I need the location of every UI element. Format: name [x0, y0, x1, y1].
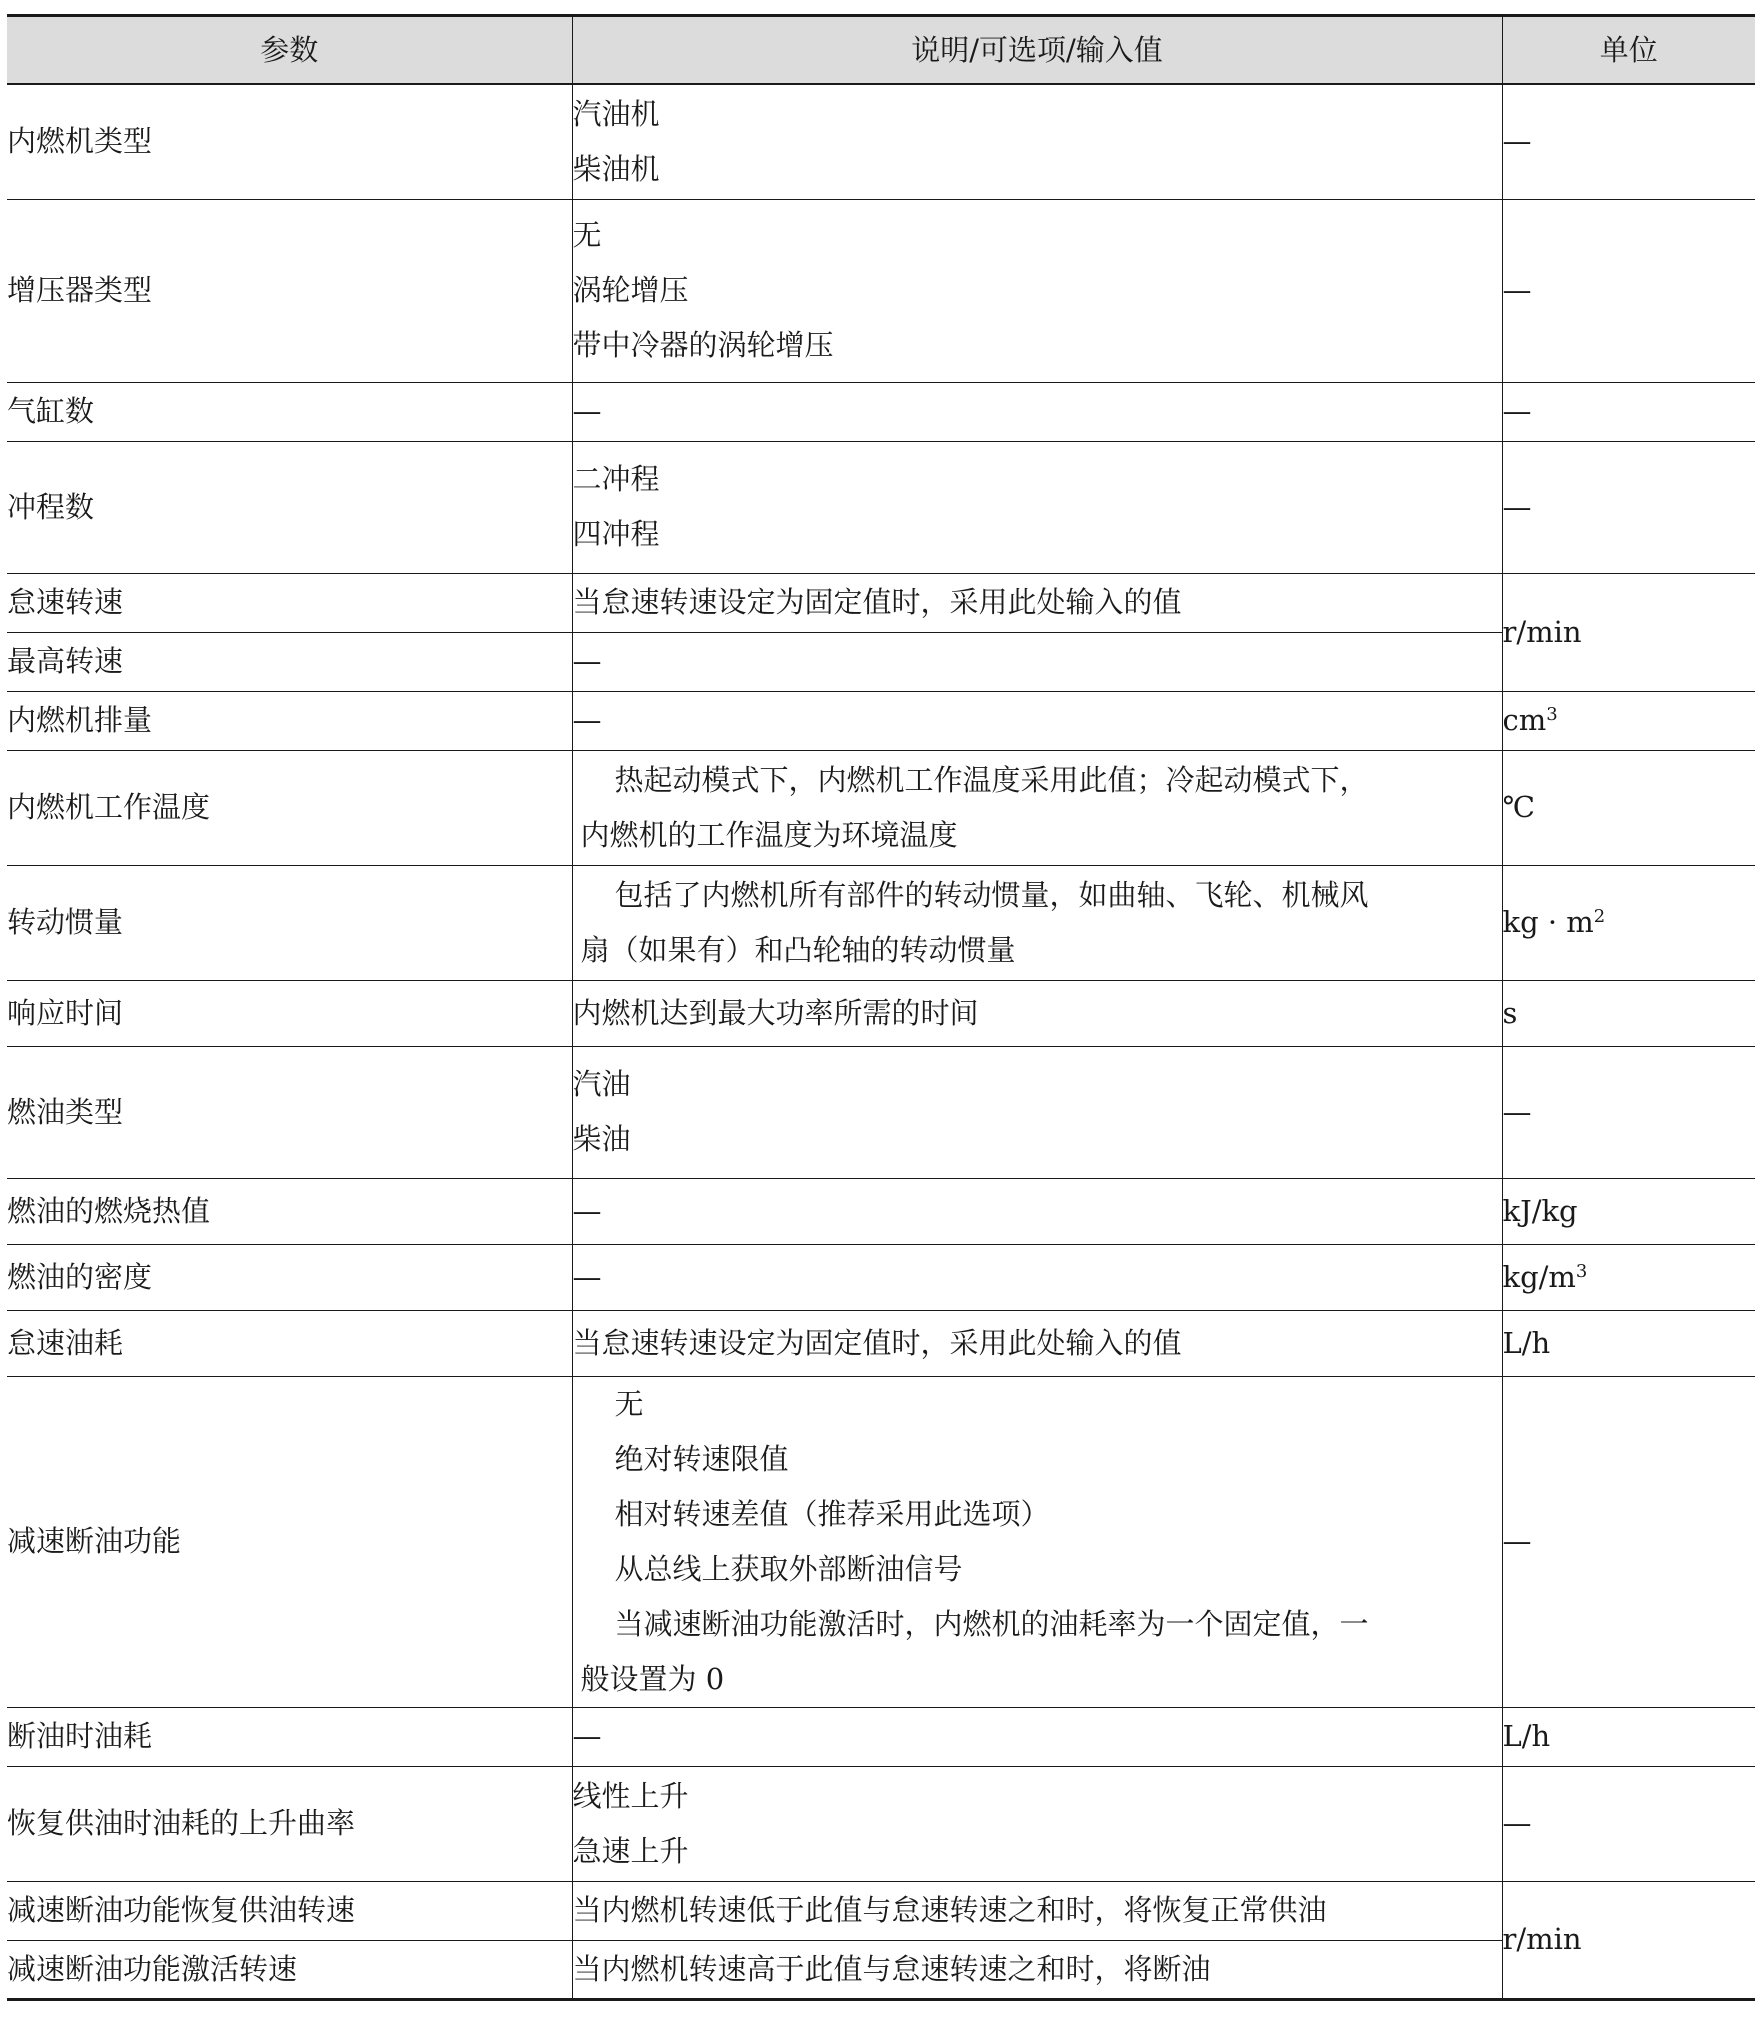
param-options [572, 1766, 1502, 1881]
option-item: 汽油机 [572, 96, 660, 131]
param-unit: r/min [1502, 573, 1755, 691]
param-unit: — [1502, 1766, 1755, 1881]
param-name: 燃油类型 [7, 1046, 572, 1178]
param-desc: 当怠速转速设定为固定值时，采用此处输入的值 [572, 1310, 1502, 1376]
table-row [7, 573, 1755, 632]
param-unit: L/h [1502, 1310, 1755, 1376]
param-name: 恢复供油时油耗的上升曲率 [7, 1766, 572, 1881]
option-item: 柴油 [572, 1122, 631, 1156]
param-unit: — [1502, 1376, 1755, 1707]
param-desc: — [572, 691, 1502, 750]
param-name: 减速断油功能激活转速 [7, 1940, 572, 1999]
table-row [7, 750, 1755, 865]
param-desc: 内燃机达到最大功率所需的时间 [572, 980, 1502, 1046]
param-unit [1502, 691, 1755, 750]
param-name: 转动惯量 [7, 865, 572, 980]
table-row [7, 1310, 1755, 1376]
param-unit: kJ/kg [1502, 1178, 1755, 1244]
table-row [7, 1046, 1755, 1178]
table-row [7, 199, 1755, 382]
desc-line: 当减速断油功能激活时，内燃机的油耗率为一个固定值，一 [614, 1606, 1369, 1641]
table-row [7, 382, 1755, 441]
unit-base: kg/m [1502, 1259, 1576, 1294]
header-unit: 单位 [1502, 16, 1755, 85]
table-row [7, 1766, 1755, 1881]
table-header-row [7, 16, 1755, 85]
param-name: 怠速油耗 [7, 1310, 572, 1376]
param-unit: — [1502, 84, 1755, 199]
param-name: 气缸数 [7, 382, 572, 441]
table-row [7, 980, 1755, 1046]
param-options [572, 1046, 1502, 1178]
table-row [7, 691, 1755, 750]
param-name: 燃油的燃烧热值 [7, 1178, 572, 1244]
param-name: 内燃机工作温度 [7, 750, 572, 865]
unit-superscript: 3 [1546, 704, 1558, 725]
option-item: 线性上升 [572, 1778, 689, 1813]
desc-line: 包括了内燃机所有部件的转动惯量，如曲轴、飞轮、机械风 [614, 877, 1369, 912]
header-desc: 说明/可选项/输入值 [572, 16, 1502, 85]
param-options [572, 84, 1502, 199]
option-item: 无 [572, 218, 602, 252]
unit-superscript: 3 [1575, 1260, 1588, 1282]
param-options [572, 199, 1502, 382]
option-item: 带中冷器的涡轮增压 [572, 328, 834, 362]
table-row [7, 865, 1755, 980]
desc-line: 般设置为 0 [580, 1661, 725, 1696]
table-row [7, 1178, 1755, 1244]
option-item: 急速上升 [572, 1833, 689, 1868]
param-desc: 当怠速转速设定为固定值时，采用此处输入的值 [572, 573, 1502, 632]
param-unit: ℃ [1502, 750, 1755, 865]
table-row [7, 1244, 1755, 1310]
option-item: 二冲程 [572, 462, 660, 496]
table-row [7, 441, 1755, 573]
param-desc: 当内燃机转速高于此值与怠速转速之和时，将断油 [572, 1940, 1502, 1999]
param-name: 内燃机类型 [7, 84, 572, 199]
param-unit: — [1502, 441, 1755, 573]
table-row [7, 1940, 1755, 1999]
option-item: 绝对转速限值 [614, 1441, 789, 1476]
header-param: 参数 [7, 16, 572, 85]
param-desc: — [572, 1707, 1502, 1766]
param-unit: s [1502, 980, 1755, 1046]
table-row [7, 632, 1755, 691]
param-name: 怠速转速 [7, 573, 572, 632]
param-name: 内燃机排量 [7, 691, 572, 750]
param-unit [1502, 1244, 1755, 1310]
param-name: 最高转速 [7, 632, 572, 691]
param-options [572, 1376, 1502, 1707]
param-name: 增压器类型 [7, 199, 572, 382]
unit-base: kg · m [1502, 905, 1594, 939]
param-unit [1502, 865, 1755, 980]
option-item: 柴油机 [572, 151, 660, 186]
unit-base: cm [1502, 703, 1547, 737]
table-row [7, 1376, 1755, 1707]
param-desc: 当内燃机转速低于此值与怠速转速之和时，将恢复正常供油 [572, 1881, 1502, 1940]
parameter-table [7, 14, 1755, 2001]
param-options [572, 441, 1502, 573]
option-item: 无 [614, 1386, 644, 1421]
desc-line: 热起动模式下，内燃机工作温度采用此值；冷起动模式下， [614, 762, 1369, 797]
param-unit: L/h [1502, 1707, 1755, 1766]
param-desc: — [572, 632, 1502, 691]
param-name: 减速断油功能 [7, 1376, 572, 1707]
table-row [7, 1707, 1755, 1766]
param-desc [572, 750, 1502, 865]
param-unit: — [1502, 1046, 1755, 1178]
param-desc: — [572, 382, 1502, 441]
param-desc [572, 865, 1502, 980]
option-item: 涡轮增压 [572, 273, 689, 307]
param-unit: — [1502, 382, 1755, 441]
option-item: 从总线上获取外部断油信号 [614, 1551, 963, 1586]
param-unit: r/min [1502, 1881, 1755, 1999]
option-item: 四冲程 [572, 517, 660, 551]
param-name: 减速断油功能恢复供油转速 [7, 1881, 572, 1940]
param-name: 燃油的密度 [7, 1244, 572, 1310]
param-name: 响应时间 [7, 980, 572, 1046]
desc-line: 内燃机的工作温度为环境温度 [580, 817, 958, 852]
table-row [7, 1881, 1755, 1940]
unit-superscript: 2 [1593, 906, 1606, 927]
param-name: 断油时油耗 [7, 1707, 572, 1766]
desc-line: 扇（如果有）和凸轮轴的转动惯量 [580, 932, 1016, 967]
param-unit: — [1502, 199, 1755, 382]
option-item: 相对转速差值（推荐采用此选项） [614, 1496, 1050, 1531]
option-item: 汽油 [572, 1067, 631, 1101]
param-name: 冲程数 [7, 441, 572, 573]
param-desc: — [572, 1244, 1502, 1310]
param-desc: — [572, 1178, 1502, 1244]
table-row [7, 84, 1755, 199]
